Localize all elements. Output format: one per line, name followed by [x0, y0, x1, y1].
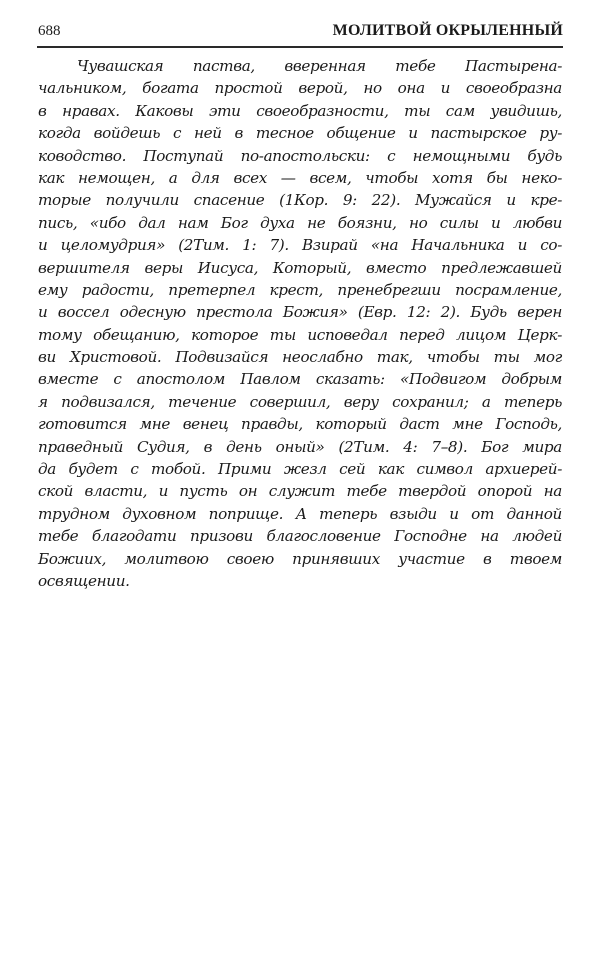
text-line: ему радости, претерпел крест, пренебрегши посрамление,: [38, 280, 562, 299]
text-line: освящении.: [38, 571, 130, 590]
text-line: Божиих, молитвою своею принявших участие в твоем: [38, 549, 562, 568]
text-line: вершителя веры Иисуса, Который, вместо предлежавшей: [38, 258, 562, 277]
text-line: я подвизался, течение совершил, веру сохранил; а теперь: [38, 392, 562, 411]
running-title: МОЛИТВОЙ ОКРЫЛЕННЫЙ: [332, 22, 563, 39]
text-line: ководство. Поступай по-апостольски: с немощными будь: [38, 146, 562, 165]
text-line: когда войдешь с ней в тесное общение и пастырское ру-: [38, 124, 562, 143]
text-line: тому обещанию, которое ты исповедал перед лицом Церк-: [38, 325, 562, 344]
text-line: пись, «ибо дал нам Бог духа не боязни, но силы и любви: [38, 213, 562, 232]
text-line: тебе благодати призови благословение Господне на людей: [38, 527, 562, 546]
text-line: готовится мне венец правды, который даст мне Господь,: [38, 415, 562, 434]
text-line: да будет с тобой. Прими жезл сей как символ архиерей-: [38, 460, 562, 479]
page-header: [37, 20, 563, 48]
text-line: праведный Судия, в день оный» (2Тим. 4: 7–8). Бог мира: [38, 437, 562, 456]
page-number: 688: [38, 23, 61, 39]
text-line: и воссел одесную престола Божия» (Евр. 12: 2). Будь верен: [38, 303, 562, 322]
text-line: вместе с апостолом Павлом сказать: «Подвигом добрым: [38, 370, 562, 389]
text-line: ской власти, и пусть он служит тебе твердой опорой на: [38, 482, 562, 501]
text-line: в нравах. Каковы эти своеобразности, ты сам увидишь,: [38, 101, 562, 120]
text-line: как немощен, а для всех — всем, чтобы хотя бы неко-: [38, 168, 562, 187]
text-line: ви Христовой. Подвизайся неослабно так, чтобы ты мог: [38, 348, 562, 367]
text-line: Чувашская паства, вверенная тебе Пастырена-: [77, 57, 562, 75]
text-line: чальником, богата простой верой, но она и своеобразна: [38, 79, 562, 98]
text-line: торые получили спасение (1Кор. 9: 22). Мужайся и кре-: [38, 191, 562, 210]
text-line: и целомудрия» (2Тим. 1: 7). Взирай «на Начальника и со-: [38, 236, 562, 255]
body-paragraph: [38, 55, 562, 592]
text-line: трудном духовном поприще. А теперь взыди и от данной: [38, 504, 562, 523]
